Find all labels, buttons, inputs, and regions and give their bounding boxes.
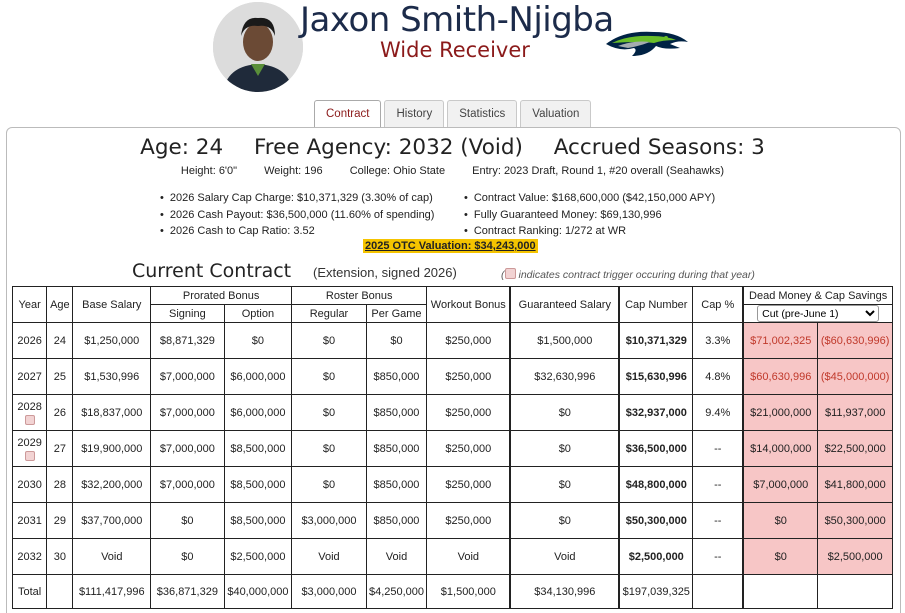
cell-base: $37,700,000 bbox=[73, 503, 151, 539]
cell-regular: $0 bbox=[292, 395, 367, 431]
cell-savings: $41,800,000 bbox=[818, 467, 893, 503]
table-row bbox=[13, 503, 893, 539]
otc-valuation-link[interactable]: 2025 OTC Valuation: $34,243,000 bbox=[365, 240, 536, 252]
cell-empty bbox=[818, 575, 893, 609]
tab-contract[interactable]: Contract bbox=[314, 100, 381, 129]
cell-savings: $11,937,000 bbox=[818, 395, 893, 431]
cell-age: 24 bbox=[47, 323, 73, 359]
cell-regular: $3,000,000 bbox=[292, 503, 367, 539]
cell-base: $1,530,996 bbox=[73, 359, 151, 395]
table-row bbox=[13, 395, 893, 431]
col-base-salary: Base Salary bbox=[73, 287, 151, 323]
cell-option: $8,500,000 bbox=[224, 467, 292, 503]
list-item: • 2026 Salary Cap Charge: $10,371,329 (3.30% of cap) bbox=[160, 190, 434, 207]
tab-valuation[interactable]: Valuation bbox=[520, 100, 591, 127]
cell-year: 2031 bbox=[13, 503, 47, 539]
cell-cap: $15,630,996 bbox=[619, 359, 693, 395]
cell-signing: $8,871,329 bbox=[151, 323, 225, 359]
cell-workout: $250,000 bbox=[427, 359, 511, 395]
cell-dead: $7,000,000 bbox=[743, 467, 818, 503]
contract-title: Current Contract bbox=[132, 260, 292, 282]
cell-per-game: $850,000 bbox=[366, 431, 426, 467]
list-item: • Contract Ranking: 1/272 at WR bbox=[464, 223, 715, 240]
cell-savings: ($45,000,000) bbox=[818, 359, 893, 395]
col-workout-bonus: Workout Bonus bbox=[427, 287, 511, 323]
cell-age: 25 bbox=[47, 359, 73, 395]
cell-signing: $36,871,329 bbox=[151, 575, 225, 609]
col-dead-money: Dead Money & Cap Savings bbox=[743, 287, 892, 305]
cell-workout: $250,000 bbox=[427, 503, 511, 539]
trigger-icon bbox=[25, 451, 35, 461]
cell-cap: $36,500,000 bbox=[619, 431, 693, 467]
col-cap-number: Cap Number bbox=[619, 287, 693, 323]
cell-cap: $50,300,000 bbox=[619, 503, 693, 539]
cell-age: 28 bbox=[47, 467, 73, 503]
cell-age: 26 bbox=[47, 395, 73, 431]
cell-base: Void bbox=[73, 539, 151, 575]
cell-per-game: $4,250,000 bbox=[366, 575, 426, 609]
contract-facts-right bbox=[464, 190, 715, 240]
cell-workout: $250,000 bbox=[427, 467, 511, 503]
contract-facts-left bbox=[160, 190, 434, 240]
player-name: Jaxon Smith-Njigba bbox=[300, 0, 614, 40]
list-item: • 2026 Cash to Cap Ratio: 3.52 bbox=[160, 223, 434, 240]
entry-label: Entry: 2023 Draft, Round 1, #20 overall (Seahawks) bbox=[472, 165, 725, 177]
table-row bbox=[13, 431, 893, 467]
col-prorated-bonus: Prorated Bonus bbox=[151, 287, 292, 305]
cell-empty bbox=[693, 575, 743, 609]
col-year: Year bbox=[13, 287, 47, 323]
cell-regular: Void bbox=[292, 539, 367, 575]
table-row bbox=[13, 467, 893, 503]
cell-signing: $0 bbox=[151, 539, 225, 575]
cell-cap-pct: 4.8% bbox=[693, 359, 743, 395]
cell-savings: $22,500,000 bbox=[818, 431, 893, 467]
contract-subtitle: (Extension, signed 2026) bbox=[313, 265, 457, 280]
cell-empty bbox=[743, 575, 818, 609]
cell-year: 2026 bbox=[13, 323, 47, 359]
height-label: Height: 6'0" bbox=[180, 165, 238, 177]
cell-guaranteed: $0 bbox=[510, 467, 619, 503]
col-regular: Regular bbox=[292, 305, 367, 323]
cell-per-game: $850,000 bbox=[366, 395, 426, 431]
cell-cap-pct: 9.4% bbox=[693, 395, 743, 431]
cell-per-game: $850,000 bbox=[366, 359, 426, 395]
cell-cap: $2,500,000 bbox=[619, 539, 693, 575]
cell-age: 30 bbox=[47, 539, 73, 575]
cell-age: 29 bbox=[47, 503, 73, 539]
cell-guaranteed: $0 bbox=[510, 431, 619, 467]
cell-regular: $0 bbox=[292, 323, 367, 359]
cell-per-game: $850,000 bbox=[366, 467, 426, 503]
cell-guaranteed: $0 bbox=[510, 395, 619, 431]
cell-cap: $10,371,329 bbox=[619, 323, 693, 359]
cell-cap-pct: -- bbox=[693, 431, 743, 467]
cell-dead: $60,630,996 bbox=[743, 359, 818, 395]
age-label: Age: 24 bbox=[140, 135, 224, 160]
weight-label: Weight: 196 bbox=[264, 165, 323, 177]
cell-cap-pct: -- bbox=[693, 503, 743, 539]
list-item: • 2026 Cash Payout: $36,500,000 (11.60% of spending) bbox=[160, 207, 434, 224]
cell-per-game: $850,000 bbox=[366, 503, 426, 539]
trigger-note: ( indicates contract trigger occuring during that year) bbox=[501, 269, 755, 281]
cell-guaranteed: Void bbox=[510, 539, 619, 575]
cell-signing: $7,000,000 bbox=[151, 431, 225, 467]
college-label: College: Ohio State bbox=[349, 165, 446, 177]
cell-year: 2030 bbox=[13, 467, 47, 503]
cell-cap-pct: -- bbox=[693, 539, 743, 575]
cell-regular: $0 bbox=[292, 359, 367, 395]
player-tabs bbox=[314, 100, 594, 128]
col-guaranteed-salary: Guaranteed Salary bbox=[510, 287, 619, 323]
col-cap-pct: Cap % bbox=[693, 287, 743, 323]
cell-dead: $14,000,000 bbox=[743, 431, 818, 467]
player-headshot bbox=[213, 2, 303, 92]
trigger-icon bbox=[505, 268, 516, 279]
cell-cap: $32,937,000 bbox=[619, 395, 693, 431]
cell-workout: $250,000 bbox=[427, 395, 511, 431]
cell-savings: $2,500,000 bbox=[818, 539, 893, 575]
player-position: Wide Receiver bbox=[380, 38, 530, 62]
cell-workout: $250,000 bbox=[427, 323, 511, 359]
cell-cap-pct: 3.3% bbox=[693, 323, 743, 359]
cell-workout: Void bbox=[427, 539, 511, 575]
cell-empty bbox=[47, 575, 73, 609]
cell-option: $6,000,000 bbox=[224, 359, 292, 395]
cut-select-cell bbox=[743, 305, 892, 323]
cell-savings: $50,300,000 bbox=[818, 503, 893, 539]
table-row bbox=[13, 539, 893, 575]
tab-history[interactable]: History bbox=[384, 100, 444, 127]
cell-option: $2,500,000 bbox=[224, 539, 292, 575]
contract-table bbox=[12, 286, 893, 609]
table-row bbox=[13, 359, 893, 395]
cell-guaranteed: $1,500,000 bbox=[510, 323, 619, 359]
cell-signing: $7,000,000 bbox=[151, 467, 225, 503]
cell-base: $19,900,000 bbox=[73, 431, 151, 467]
cell-year: 2029 bbox=[13, 431, 47, 467]
cell-option: $8,500,000 bbox=[224, 431, 292, 467]
cut-type-select[interactable] bbox=[757, 305, 879, 322]
cell-dead: $21,000,000 bbox=[743, 395, 818, 431]
cell-signing: $7,000,000 bbox=[151, 395, 225, 431]
cell-total-label: Total bbox=[13, 575, 47, 609]
col-signing: Signing bbox=[151, 305, 225, 323]
col-roster-bonus: Roster Bonus bbox=[292, 287, 427, 305]
col-per-game: Per Game bbox=[366, 305, 426, 323]
cell-option: $6,000,000 bbox=[224, 395, 292, 431]
cell-year: 2027 bbox=[13, 359, 47, 395]
cell-dead: $0 bbox=[743, 503, 818, 539]
free-agency-label: Free Agency: 2032 (Void) bbox=[254, 135, 523, 160]
cell-savings: ($60,630,996) bbox=[818, 323, 893, 359]
cell-age: 27 bbox=[47, 431, 73, 467]
cell-cap: $197,039,325 bbox=[619, 575, 693, 609]
cell-base: $111,417,996 bbox=[73, 575, 151, 609]
cell-per-game: Void bbox=[366, 539, 426, 575]
trigger-icon bbox=[25, 415, 35, 425]
tab-statistics[interactable]: Statistics bbox=[447, 100, 517, 127]
cell-option: $40,000,000 bbox=[224, 575, 292, 609]
seahawks-logo-icon bbox=[604, 26, 690, 62]
cell-guaranteed: $32,630,996 bbox=[510, 359, 619, 395]
accrued-seasons-label: Accrued Seasons: 3 bbox=[553, 135, 765, 160]
cell-guaranteed: $34,130,996 bbox=[510, 575, 619, 609]
list-item: • Fully Guaranteed Money: $69,130,996 bbox=[464, 207, 715, 224]
cell-dead: $71,002,325 bbox=[743, 323, 818, 359]
cell-base: $1,250,000 bbox=[73, 323, 151, 359]
cell-base: $18,837,000 bbox=[73, 395, 151, 431]
cell-base: $32,200,000 bbox=[73, 467, 151, 503]
cell-regular: $3,000,000 bbox=[292, 575, 367, 609]
cell-year: 2032 bbox=[13, 539, 47, 575]
cell-cap-pct: -- bbox=[693, 467, 743, 503]
cell-signing: $0 bbox=[151, 503, 225, 539]
cell-per-game: $0 bbox=[366, 323, 426, 359]
cell-cap: $48,800,000 bbox=[619, 467, 693, 503]
cell-regular: $0 bbox=[292, 431, 367, 467]
col-age: Age bbox=[47, 287, 73, 323]
cell-option: $8,500,000 bbox=[224, 503, 292, 539]
cell-signing: $7,000,000 bbox=[151, 359, 225, 395]
cell-workout: $250,000 bbox=[427, 431, 511, 467]
cell-year: 2028 bbox=[13, 395, 47, 431]
list-item: • Contract Value: $168,600,000 ($42,150,000 APY) bbox=[464, 190, 715, 207]
cell-dead: $0 bbox=[743, 539, 818, 575]
cell-regular: $0 bbox=[292, 467, 367, 503]
table-total-row bbox=[13, 575, 893, 609]
cell-guaranteed: $0 bbox=[510, 503, 619, 539]
cell-option: $0 bbox=[224, 323, 292, 359]
table-row bbox=[13, 323, 893, 359]
summary-headline bbox=[0, 135, 905, 160]
col-option: Option bbox=[224, 305, 292, 323]
cell-workout: $1,500,000 bbox=[427, 575, 511, 609]
bio-line bbox=[0, 165, 905, 177]
